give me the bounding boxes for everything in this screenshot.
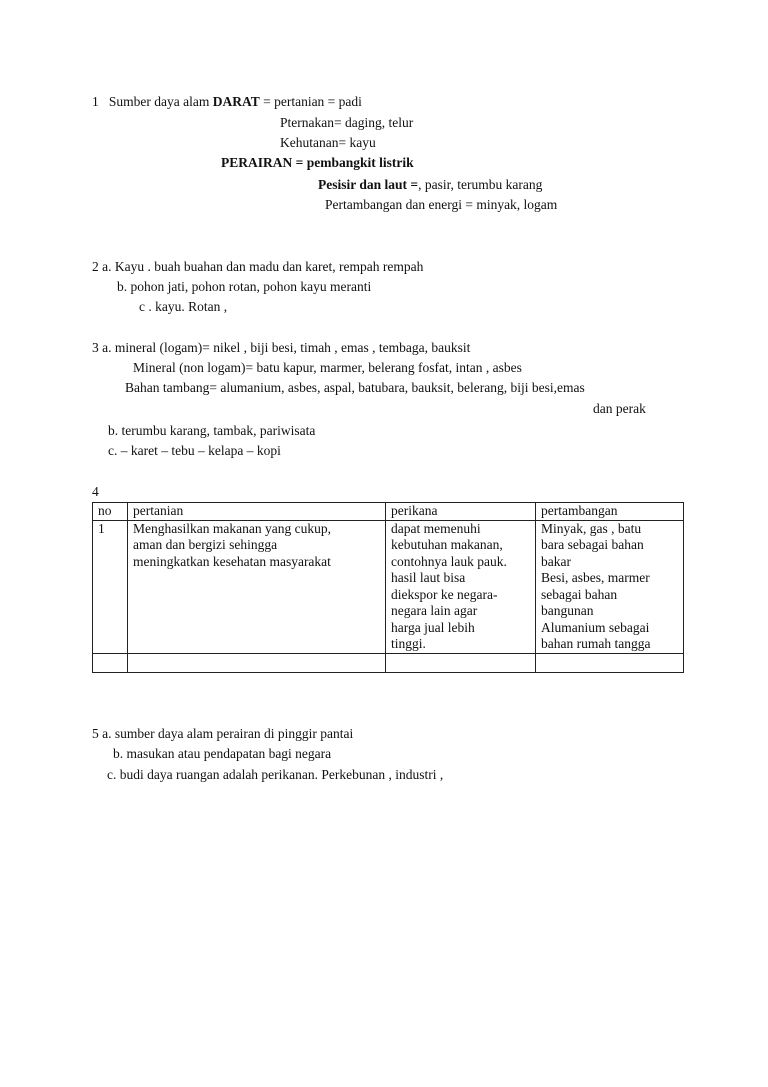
cell-text-line: Menghasilkan makanan yang cukup,: [133, 520, 331, 536]
cell-no: 1: [93, 520, 128, 653]
cell-text-line: bakar: [541, 553, 571, 569]
cell-text-line: harga jual lebih: [391, 619, 475, 635]
cell-text-line: sebagai bahan: [541, 586, 618, 602]
q1-line-2: Pternakan= daging, telur: [280, 115, 414, 130]
q4-number: 4: [92, 484, 99, 499]
q1-darat: DARAT: [212, 94, 260, 109]
cell-text-line: Minyak, gas , batu: [541, 520, 642, 536]
cell-text-line: aman dan bergizi sehingga: [133, 537, 278, 552]
empty-cell: [386, 653, 536, 672]
header-perikana: perikana: [386, 503, 536, 521]
q1-line-1: [92, 94, 362, 110]
q1-prefix: Sumber daya alam: [108, 94, 213, 109]
table-header-row: [93, 503, 684, 521]
q1-line-3: Kehutanan= kayu: [280, 135, 376, 150]
q1-line-4: PERAIRAN = pembangkit listrik: [221, 155, 414, 170]
header-no: no: [93, 503, 128, 521]
cell-text-line: bangunan: [541, 603, 594, 618]
empty-cell: [93, 653, 128, 672]
q1-darat-detail: = pertanian = padi: [259, 94, 362, 109]
empty-cell: [536, 653, 684, 672]
q5-line-2: b. masukan atau pendapatan bagi negara: [113, 746, 332, 761]
q3-line-6: c. – karet – tebu – kelapa – kopi: [108, 443, 281, 458]
cell-pertambangan: [536, 520, 684, 653]
cell-pertanian: [128, 520, 386, 653]
q2-line-2: b. pohon jati, pohon rotan, pohon kayu meranti: [117, 279, 372, 294]
q2-line-1: 2 a. Kayu . buah buahan dan madu dan karet, rempah rempah: [92, 259, 424, 274]
q3-line-4: dan perak: [593, 401, 646, 416]
table-row: [93, 520, 684, 653]
q1-number: 1: [92, 94, 99, 109]
q1-pesisir-detail: , pasir, terumbu karang: [418, 177, 543, 192]
cell-perikana: [386, 520, 536, 653]
cell-text-line: tinggi.: [391, 636, 426, 651]
header-pertambangan: pertambangan: [536, 503, 684, 521]
q2-line-3: c . kayu. Rotan ,: [139, 299, 228, 314]
cell-text-line: meningkatkan kesehatan masyarakat: [133, 553, 331, 569]
q5-line-3: c. budi daya ruangan adalah perikanan. Perkebunan , industri ,: [107, 767, 444, 782]
cell-text-line: bahan rumah tangga: [541, 636, 651, 651]
cell-text-line: negara lain agar: [391, 603, 478, 618]
table-row-empty: [93, 653, 684, 672]
cell-text-line: diekspor ke negara-: [391, 586, 498, 602]
q1-line-5: [318, 177, 542, 193]
q3-line-5: b. terumbu karang, tambak, pariwisata: [108, 423, 316, 438]
q4-table: [92, 502, 684, 673]
cell-text-line: Besi, asbes, marmer: [541, 570, 650, 585]
q1-pesisir-label: Pesisir dan laut =: [318, 177, 419, 192]
cell-text-line: dapat memenuhi: [391, 520, 481, 536]
q1-line-6: Pertambangan dan energi = minyak, logam: [325, 197, 558, 212]
header-pertanian: pertanian: [128, 503, 386, 521]
q3-line-1: 3 a. mineral (logam)= nikel , biji besi, timah , emas , tembaga, bauksit: [92, 340, 471, 355]
cell-text-line: contohnya lauk pauk.: [391, 553, 507, 569]
q3-line-3: Bahan tambang= alumanium, asbes, aspal, batubara, bauksit, belerang, biji besi,emas: [125, 380, 585, 395]
q3-line-2: Mineral (non logam)= batu kapur, marmer, belerang fosfat, intan , asbes: [133, 360, 522, 375]
q5-line-1: 5 a. sumber daya alam perairan di pinggir pantai: [92, 726, 354, 741]
cell-text-line: bara sebagai bahan: [541, 537, 644, 552]
cell-text-line: Alumanium sebagai: [541, 619, 650, 635]
cell-text-line: hasil laut bisa: [391, 570, 466, 585]
cell-text-line: kebutuhan makanan,: [391, 537, 503, 552]
empty-cell: [128, 653, 386, 672]
